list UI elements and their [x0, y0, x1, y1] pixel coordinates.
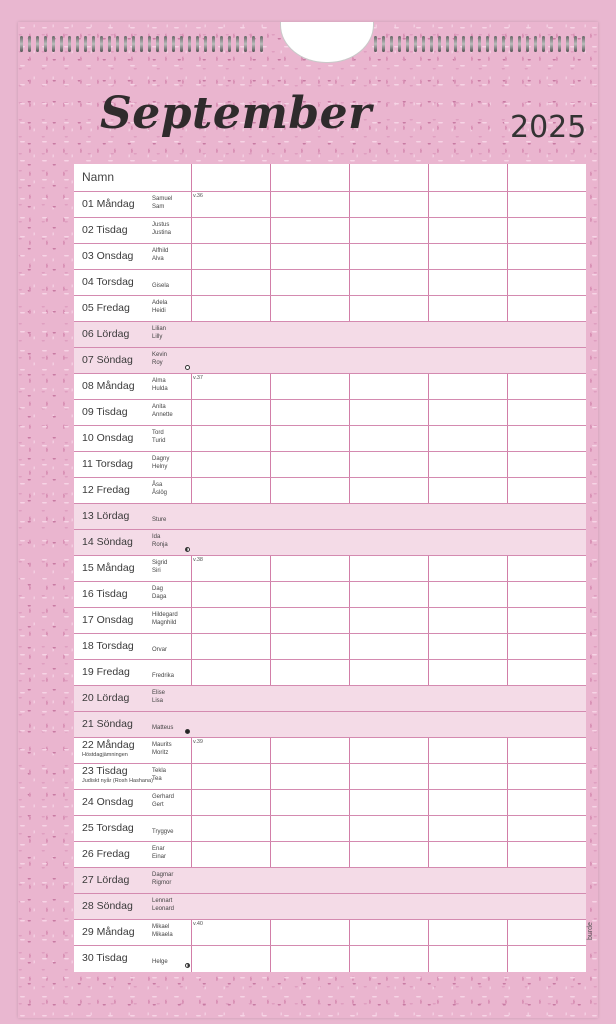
day-row — [74, 633, 586, 659]
name-day: Alma — [152, 378, 166, 384]
spiral-coil — [542, 36, 545, 52]
name-day: Annette — [152, 412, 173, 418]
spiral-coil — [382, 36, 385, 52]
spiral-coil — [446, 36, 449, 52]
day-row — [74, 815, 586, 841]
name-day-list — [152, 828, 173, 836]
name-day: Heidi — [152, 308, 166, 314]
day-row — [74, 919, 586, 945]
day-label: 12 Fredag — [82, 484, 130, 496]
name-day-list — [152, 351, 167, 367]
spiral-coil — [462, 36, 465, 52]
week-number: v.40 — [193, 921, 203, 927]
name-day: Lilly — [152, 334, 163, 340]
spiral-binding-left — [20, 36, 263, 52]
day-row — [74, 451, 586, 477]
name-day-list — [152, 455, 169, 471]
day-label: 02 Tisdag — [82, 224, 128, 236]
spiral-coil — [422, 36, 425, 52]
week-number: v.37 — [193, 375, 203, 381]
spiral-coil — [430, 36, 433, 52]
day-label: 17 Onsdag — [82, 614, 134, 626]
name-day: Dag — [152, 586, 164, 592]
week-number: v.36 — [193, 193, 203, 199]
name-day: Lennart — [152, 898, 173, 904]
spiral-coil — [566, 36, 569, 52]
name-day: Justina — [152, 230, 172, 236]
name-day-list — [152, 871, 173, 887]
day-row — [74, 711, 586, 737]
name-day: Ronja — [152, 542, 168, 548]
name-day-list — [152, 793, 174, 809]
name-day: Hulda — [152, 386, 168, 392]
day-row — [74, 373, 586, 399]
spiral-coil — [76, 36, 79, 52]
name-day-list — [152, 845, 166, 861]
day-row — [74, 477, 586, 503]
spiral-coil — [164, 36, 167, 52]
day-label: 08 Måndag — [82, 380, 135, 392]
day-row — [74, 737, 586, 763]
name-day-list — [152, 672, 174, 680]
name-day-list — [152, 559, 167, 575]
name-day: Åsa — [152, 482, 163, 488]
day-label: 29 Måndag — [82, 926, 135, 938]
name-day: Anita — [152, 404, 166, 410]
year-label: 2025 — [510, 110, 587, 145]
spiral-coil — [470, 36, 473, 52]
day-label: 04 Torsdag — [82, 276, 134, 288]
name-day: Hildegard — [152, 612, 178, 618]
day-label: 19 Fredag — [82, 666, 130, 678]
spiral-coil — [204, 36, 207, 52]
name-day: Helge — [152, 959, 168, 965]
spiral-coil — [518, 36, 521, 52]
name-day: Rigmor — [152, 880, 172, 886]
day-label: 10 Onsdag — [82, 432, 134, 444]
day-row — [74, 425, 586, 451]
calendar-page — [18, 22, 598, 1018]
name-day-list — [152, 767, 166, 783]
name-day: Tekla — [152, 768, 167, 774]
day-row — [74, 607, 586, 633]
day-row — [74, 685, 586, 711]
spiral-coil — [156, 36, 159, 52]
planner-grid — [74, 164, 586, 972]
name-column-label: Namn — [82, 170, 115, 184]
spiral-coil — [252, 36, 255, 52]
day-row — [74, 295, 586, 321]
day-label: 24 Onsdag — [82, 796, 134, 808]
spiral-coil — [574, 36, 577, 52]
spiral-coil — [100, 36, 103, 52]
name-day: Tea — [152, 776, 162, 782]
month-title: September — [100, 88, 372, 139]
name-day: Mikaela — [152, 932, 173, 938]
day-label: 01 Måndag — [82, 198, 135, 210]
day-row — [74, 269, 586, 295]
name-day: Adela — [152, 300, 168, 306]
moon-phase-icon — [185, 729, 190, 734]
spiral-binding-right — [374, 36, 585, 52]
spiral-coil — [406, 36, 409, 52]
spiral-coil — [180, 36, 183, 52]
spiral-coil — [212, 36, 215, 52]
name-day: Gisela — [152, 283, 170, 289]
name-day-list — [152, 377, 168, 393]
day-row — [74, 581, 586, 607]
name-day-list — [152, 958, 168, 966]
spiral-coil — [188, 36, 191, 52]
day-label: 07 Söndag — [82, 354, 133, 366]
spiral-coil — [172, 36, 175, 52]
spiral-coil — [140, 36, 143, 52]
holiday-label: Höstdagjämningen — [82, 752, 128, 758]
name-day-list — [152, 923, 173, 939]
day-label: 27 Lördag — [82, 874, 130, 886]
name-day-list — [152, 247, 168, 263]
day-row — [74, 503, 586, 529]
day-label: 05 Fredag — [82, 302, 130, 314]
spiral-coil — [438, 36, 441, 52]
name-day: Turid — [152, 438, 166, 444]
spiral-coil — [374, 36, 377, 52]
hanger-cutout — [280, 22, 374, 63]
name-day: Lisa — [152, 698, 164, 704]
name-day-list — [152, 646, 167, 654]
name-day: Fredrika — [152, 673, 175, 679]
name-day: Mikael — [152, 924, 170, 930]
day-row — [74, 191, 586, 217]
spiral-coil — [148, 36, 151, 52]
name-day: Kevin — [152, 352, 168, 358]
spiral-coil — [84, 36, 87, 52]
day-row — [74, 867, 586, 893]
name-day: Enar — [152, 846, 165, 852]
spiral-coil — [220, 36, 223, 52]
brand-label: burde — [587, 922, 594, 940]
day-row — [74, 529, 586, 555]
name-day-list — [152, 481, 167, 497]
name-day-list — [152, 585, 166, 601]
day-label: 09 Tisdag — [82, 406, 128, 418]
spiral-coil — [454, 36, 457, 52]
day-label: 06 Lördag — [82, 328, 130, 340]
name-day: Gert — [152, 802, 164, 808]
name-day: Samuel — [152, 196, 173, 202]
spiral-coil — [92, 36, 95, 52]
spiral-coil — [60, 36, 63, 52]
spiral-coil — [486, 36, 489, 52]
name-day: Dagny — [152, 456, 170, 462]
name-day: Moritz — [152, 750, 169, 756]
spiral-coil — [68, 36, 71, 52]
spiral-coil — [526, 36, 529, 52]
spiral-coil — [558, 36, 561, 52]
name-day: Alva — [152, 256, 164, 262]
name-day: Siri — [152, 568, 161, 574]
name-day: Sigrid — [152, 560, 168, 566]
name-day: Tord — [152, 430, 164, 436]
name-day-list — [152, 195, 172, 211]
name-day-list — [152, 403, 173, 419]
day-label: 28 Söndag — [82, 900, 133, 912]
moon-phase-icon — [185, 963, 190, 968]
spiral-coil — [582, 36, 585, 52]
day-row — [74, 243, 586, 269]
day-row — [74, 217, 586, 243]
day-label: 25 Torsdag — [82, 822, 134, 834]
day-label: 13 Lördag — [82, 510, 130, 522]
name-day: Tryggve — [152, 829, 174, 835]
holiday-label: Judiskt nyår (Rosh Hashana) — [82, 778, 153, 784]
name-day-list — [152, 325, 166, 341]
day-row — [74, 893, 586, 919]
week-number: v.38 — [193, 557, 203, 563]
name-day: Sture — [152, 517, 167, 523]
name-day: Einar — [152, 854, 167, 860]
spiral-coil — [44, 36, 47, 52]
name-day: Gerhard — [152, 794, 175, 800]
spiral-coil — [510, 36, 513, 52]
name-day-list — [152, 221, 171, 237]
day-label: 20 Lördag — [82, 692, 130, 704]
name-day: Magnhild — [152, 620, 177, 626]
spiral-coil — [550, 36, 553, 52]
name-day-list — [152, 533, 168, 549]
day-label: 30 Tisdag — [82, 952, 128, 964]
name-day-list — [152, 741, 172, 757]
name-day-list — [152, 299, 167, 315]
spiral-coil — [494, 36, 497, 52]
spiral-coil — [502, 36, 505, 52]
name-day: Leonard — [152, 906, 175, 912]
day-row — [74, 763, 586, 789]
spiral-coil — [228, 36, 231, 52]
day-row — [74, 555, 586, 581]
spiral-coil — [36, 36, 39, 52]
spiral-coil — [124, 36, 127, 52]
name-day: Alfhild — [152, 248, 169, 254]
spiral-coil — [28, 36, 31, 52]
name-day-list — [152, 429, 165, 445]
day-row — [74, 841, 586, 867]
name-day-list — [152, 897, 174, 913]
name-day: Lilian — [152, 326, 167, 332]
day-label: 03 Onsdag — [82, 250, 134, 262]
spiral-coil — [398, 36, 401, 52]
spiral-coil — [132, 36, 135, 52]
name-day: Orvar — [152, 647, 167, 653]
spiral-coil — [478, 36, 481, 52]
name-day: Elise — [152, 690, 166, 696]
spiral-coil — [20, 36, 23, 52]
spiral-coil — [108, 36, 111, 52]
day-label: 15 Måndag — [82, 562, 135, 574]
name-day: Åslög — [152, 490, 168, 496]
spiral-coil — [52, 36, 55, 52]
spiral-coil — [244, 36, 247, 52]
spiral-coil — [414, 36, 417, 52]
name-day: Ida — [152, 534, 161, 540]
name-day-list — [152, 611, 178, 627]
spiral-coil — [196, 36, 199, 52]
name-day-list — [152, 282, 169, 290]
day-row — [74, 347, 586, 373]
spiral-coil — [390, 36, 393, 52]
day-label: 26 Fredag — [82, 848, 130, 860]
name-day-list — [152, 689, 165, 705]
day-label: 14 Söndag — [82, 536, 133, 548]
day-label: 22 Måndag — [82, 739, 135, 751]
day-label: 18 Torsdag — [82, 640, 134, 652]
week-number: v.39 — [193, 739, 203, 745]
name-day: Dagmar — [152, 872, 174, 878]
name-day: Justus — [152, 222, 170, 228]
day-label: 16 Tisdag — [82, 588, 128, 600]
name-day-list — [152, 516, 166, 524]
day-row — [74, 659, 586, 685]
moon-phase-icon — [185, 547, 190, 552]
day-row — [74, 789, 586, 815]
name-day: Sam — [152, 204, 165, 210]
spiral-coil — [260, 36, 263, 52]
spiral-coil — [534, 36, 537, 52]
name-day-list — [152, 724, 173, 732]
day-row — [74, 399, 586, 425]
day-row — [74, 945, 586, 971]
name-day: Daga — [152, 594, 167, 600]
name-day: Roy — [152, 360, 163, 366]
spiral-coil — [116, 36, 119, 52]
name-day: Helny — [152, 464, 168, 470]
day-label: 11 Torsdag — [82, 458, 133, 470]
day-row — [74, 321, 586, 347]
name-header-row — [74, 164, 586, 191]
name-day: Maurits — [152, 742, 172, 748]
day-label: 23 Tisdag — [82, 765, 128, 777]
name-day: Matteus — [152, 725, 174, 731]
day-label: 21 Söndag — [82, 718, 133, 730]
spiral-coil — [236, 36, 239, 52]
moon-phase-icon — [185, 365, 190, 370]
